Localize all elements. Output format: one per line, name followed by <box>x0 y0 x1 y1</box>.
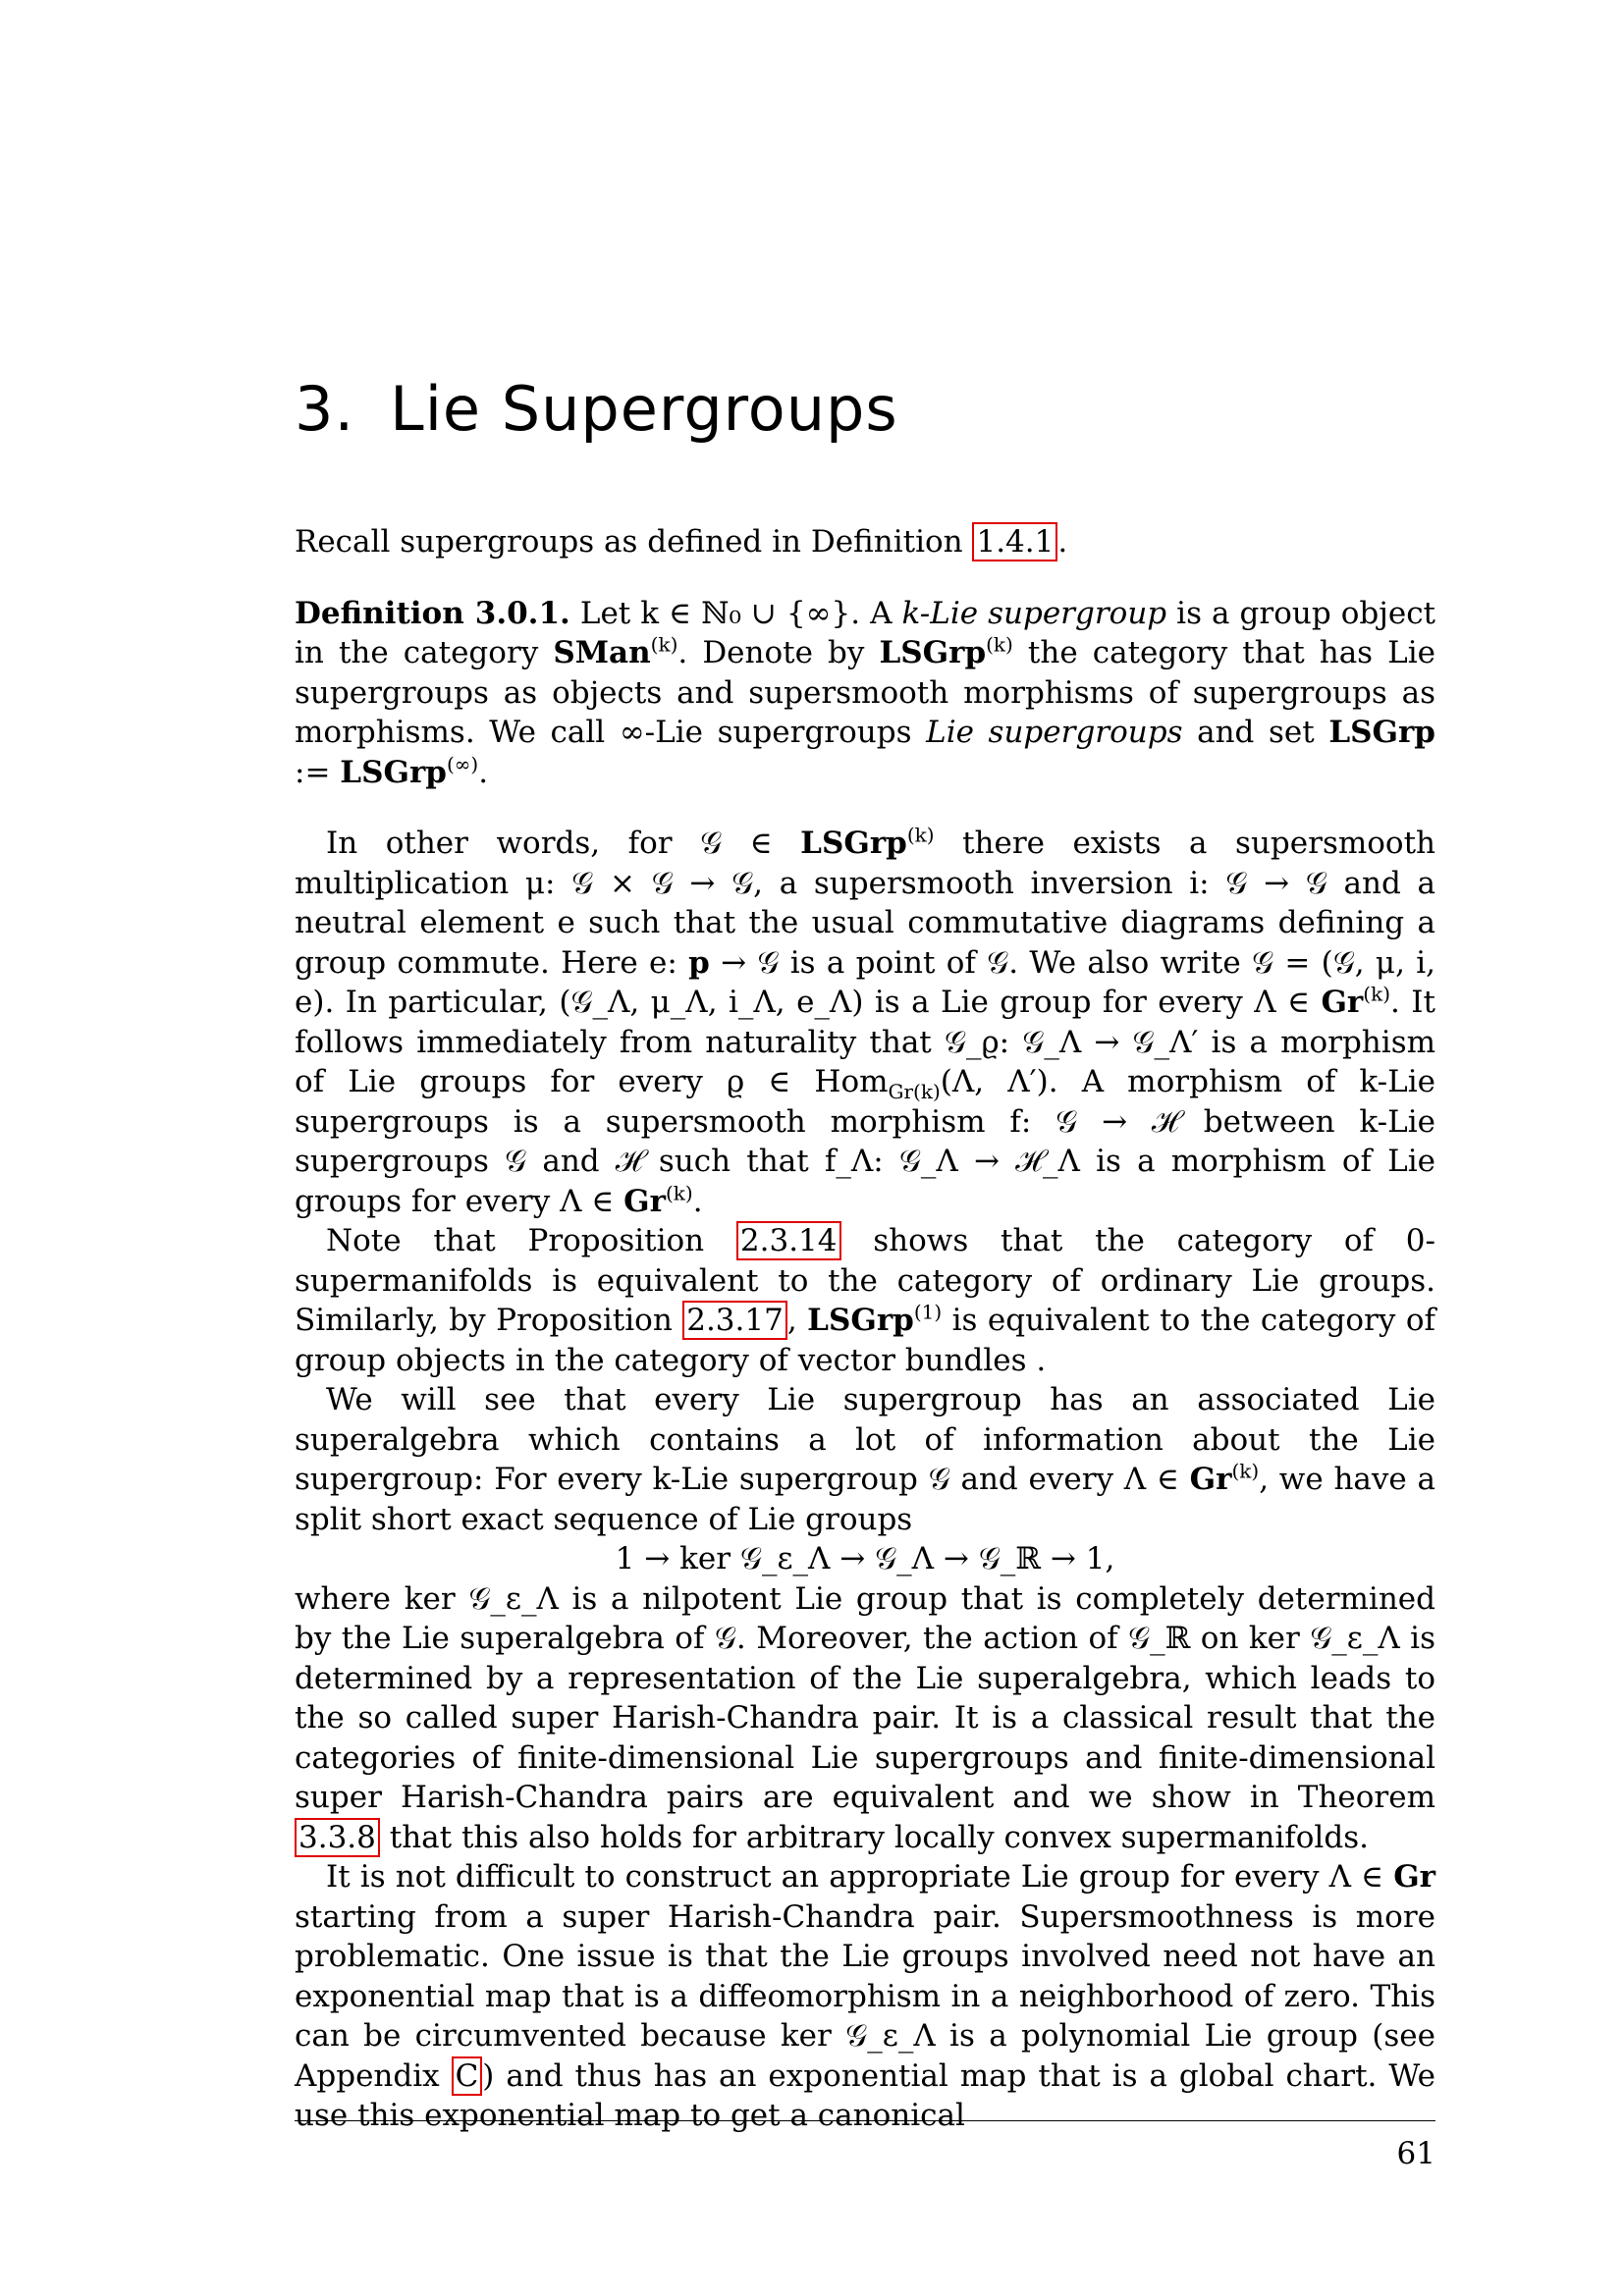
p1-text-b: there exists a supersmooth multiplication μ: 𝒢 × 𝒢 → 𝒢, a supersmooth inversion i: 𝒢 → 𝒢 and a neutral element e such that the usual commutative diagrams defining a group commute. Here e: <box>295 826 1435 981</box>
chapter-title: Lie Supergroups <box>390 373 898 445</box>
p5-text-b: starting from a super Harish-Chandra pair. Supersmoothness is more problematic. One issue is that the Lie groups involved need not have an exponential map that is a diffeomorphism in a neighborhood of zero. This can be circumvented because ker 𝒢_ε_Λ is a polynomial Lie group (see Appendix <box>295 1898 1435 2094</box>
page-number: 61 <box>1396 2136 1435 2171</box>
ref-proposition-2-3-17[interactable]: 2.3.17 <box>682 1301 787 1340</box>
p4-text-a: where ker 𝒢_ε_Λ is a nilpotent Lie group that is completely determined by the Lie superalgebra of 𝒢. Moreover, the action of 𝒢_ℝ on ker 𝒢_ε_Λ is determined by a representation of the Lie superalgebra, which leads to the so called super Harish-Chandra pair. It is a classical result that the categories of finite-dimensional Lie supergroups and finite-dimensional super Harish-Chandra pairs are equivalent and we show in Theorem <box>295 1580 1435 1815</box>
def-lsgrp-3: LSGrp <box>340 754 447 790</box>
p1-text-e: (Λ, Λ′). A morphism of k-Lie supergroups is a supersmooth morphism f: 𝒢 → ℋ between k-Lie supergroups 𝒢 and ℋ such that f_Λ: 𝒢_Λ → ℋ_Λ is a morphism of Lie groups for every Λ ∈ <box>295 1064 1435 1219</box>
p5-text-a: It is not difficult to construct an appropriate Lie group for every Λ ∈ <box>326 1859 1394 1895</box>
def-text-3: . Denote by <box>677 635 880 670</box>
paragraph-3 <box>295 1380 1435 1539</box>
p1-text-c: → 𝒢 is a point of 𝒢. We also write 𝒢 = (𝒢, μ, i, e). In particular, (𝒢_Λ, μ_Λ, i_Λ, e_Λ) is a Lie group for every Λ ∈ <box>295 944 1435 1020</box>
def-sup-k-2: (k) <box>986 632 1013 657</box>
footer-rule <box>295 2120 1435 2121</box>
def-text-2: is a group object in the category <box>295 595 1436 670</box>
p1-text-a: In other words, for 𝒢 ∈ <box>326 826 801 861</box>
def-text-4: the category that has Lie supergroups as objects and supersmooth morphisms of supergroups as morphisms. We call ∞-Lie supergroups <box>295 635 1436 750</box>
exact-sequence-display: 1 → ker 𝒢_ε_Λ → 𝒢_Λ → 𝒢_ℝ → 1, <box>615 1541 1115 1576</box>
p3-text-a: We will see that every Lie supergroup has an associated Lie superalgebra which contains a lot of information about the Lie supergroup: For every k-Lie supergroup 𝒢 and every Λ ∈ <box>295 1382 1435 1497</box>
p4-text-b: that this also holds for arbitrary locally convex supermanifolds. <box>379 1819 1369 1855</box>
p1-sup-k-2: (k) <box>1363 982 1390 1006</box>
paragraph-5 <box>295 1857 1435 2136</box>
p2-text-a: Note that Proposition <box>326 1223 736 1258</box>
p1-gr-1: Gr <box>1321 985 1364 1020</box>
ref-proposition-2-3-14[interactable]: 2.3.14 <box>736 1221 841 1260</box>
def-term-lie-supergroups: Lie supergroups <box>926 715 1183 750</box>
p1-point: p <box>688 944 710 981</box>
p5-gr: Gr <box>1393 1859 1435 1895</box>
p1-gr-2: Gr <box>623 1183 666 1219</box>
p3-sup-k: (k) <box>1231 1459 1260 1483</box>
p3-gr: Gr <box>1189 1462 1232 1497</box>
def-text-5: and set <box>1182 715 1329 750</box>
paragraph-4 <box>295 1579 1435 1858</box>
def-lsgrp-2: LSGrp <box>1328 715 1435 750</box>
p1-hom-sub: Gr(k) <box>888 1080 941 1104</box>
p1-text-f: . <box>692 1183 703 1219</box>
definition-3-0-1 <box>295 594 1435 793</box>
intro-paragraph <box>295 522 1435 562</box>
body-text <box>295 522 1435 2136</box>
p2-text-b: shows that the category of 0-supermanifolds is equivalent to the category of ordinary Lie groups. Similarly, by Proposition <box>295 1223 1435 1338</box>
def-lsgrp-1: LSGrp <box>879 635 987 670</box>
def-sman: SMan <box>553 635 651 670</box>
chapter-number: 3. <box>295 373 355 445</box>
p1-sup-k-3: (k) <box>665 1181 693 1205</box>
p1-lsgrp: LSGrp <box>800 826 907 861</box>
def-sup-k-1: (k) <box>650 632 678 657</box>
def-term-k-lie-supergroup: k-Lie supergroup <box>901 595 1167 631</box>
paragraph-2 <box>295 1221 1435 1380</box>
p2-sup-1: (1) <box>913 1300 943 1324</box>
paragraph-1 <box>295 824 1435 1221</box>
def-sup-inf: (∞) <box>446 752 479 776</box>
ref-definition-1-4-1[interactable]: 1.4.1 <box>972 522 1057 561</box>
ref-appendix-c[interactable]: C <box>452 2056 483 2096</box>
p2-lsgrp: LSGrp <box>807 1303 914 1338</box>
ref-theorem-3-3-8[interactable]: 3.3.8 <box>295 1818 380 1857</box>
p2-text-d: is equivalent to the category of group objects in the category of vector bundles . <box>295 1303 1435 1378</box>
p3-text-b: , we have a split short exact sequence of Lie groups <box>295 1462 1435 1537</box>
intro-text: Recall supergroups as defined in Definition <box>295 524 973 560</box>
def-text-1: Let k ∈ ℕ₀ ∪ {∞}. A <box>569 595 902 631</box>
p5-text-c: ) and thus has an exponential map that is a global chart. We use this exponential map to get a canonical <box>295 2057 1435 2133</box>
def-text-7: . <box>478 754 489 790</box>
intro-end: . <box>1057 524 1068 560</box>
definition-label: Definition 3.0.1. <box>295 595 570 631</box>
chapter-heading <box>295 373 898 445</box>
p1-text-d: . It follows immediately from naturality that 𝒢_ϱ: 𝒢_Λ → 𝒢_Λ′ is a morphism of Lie groups for every ϱ ∈ Hom <box>295 985 1435 1099</box>
def-text-6: := <box>295 754 341 790</box>
p1-sup-k-1: (k) <box>906 823 935 847</box>
p2-text-c: , <box>786 1303 808 1338</box>
